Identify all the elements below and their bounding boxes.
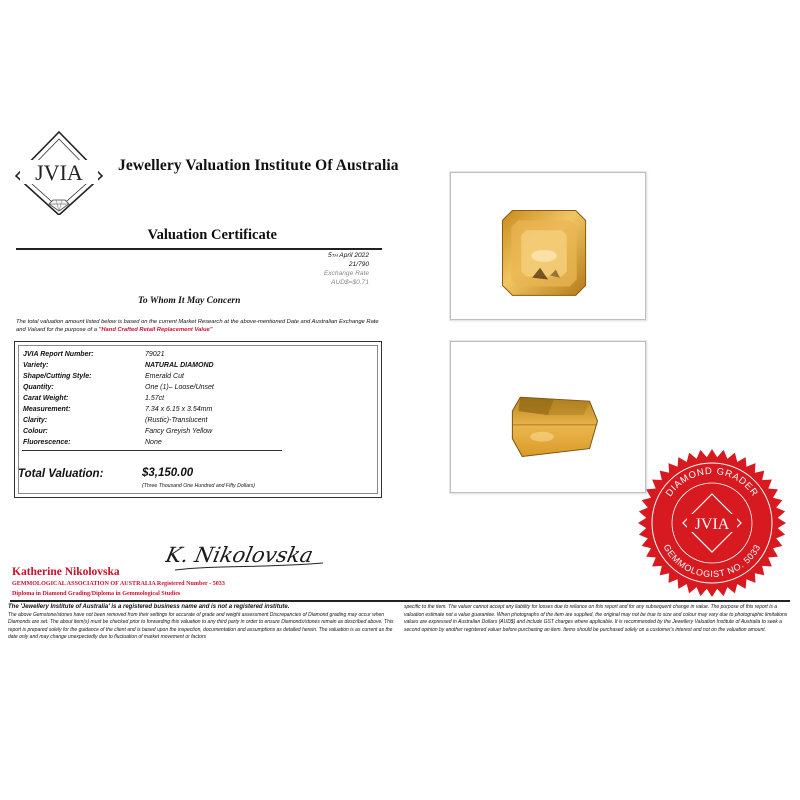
detail-value: None	[145, 439, 162, 446]
disclaimer-right: specific to the item. The valuer cannot accept any liability for losses due to reliance on this report and for any subsequent change in value. The purpose of this report is a valuation estimate not a value guarantee. When photographs of the item are supplied, the original may not be true to size and colour may vary due to photographic limitations values are expressed in Australian Dollars (AUD$) and include GST charges where applicable. It is recommended by the Jewellery Valuation Institute of Australia to seek a second opinion by another registered valuer before purchasing an item. Items should be purchased solely on a customer's interest and not on the valuation amount.	[404, 604, 788, 633]
certificate-title-block	[16, 225, 382, 250]
gem-photo-top	[450, 172, 646, 320]
salutation: To Whom It May Concern	[138, 296, 241, 306]
svg-text:K. Nikolovska: K. Nikolovska	[165, 543, 316, 568]
detail-row	[22, 415, 374, 426]
detail-label: JVIA Report Number:	[23, 351, 94, 358]
valuer-name: Katherine Nikolovska	[12, 566, 120, 578]
details-table	[14, 341, 382, 498]
detail-row	[22, 360, 374, 371]
detail-row	[22, 437, 374, 448]
detail-value: Emerald Cut	[145, 373, 184, 380]
detail-label: Shape/Cutting Style:	[23, 373, 92, 380]
detail-label: Variety:	[23, 362, 49, 369]
logo-text: JVIA	[35, 160, 83, 185]
jvia-logo	[14, 130, 104, 215]
exchange-rate: AUD$=$0.71	[331, 279, 369, 286]
total-valuation-label: Total Valuation:	[18, 468, 104, 480]
total-valuation-value: $3,150.00	[142, 467, 194, 479]
detail-row	[22, 349, 374, 360]
detail-label: Measurement:	[23, 406, 71, 413]
svg-text:DIAMOND GRADER: DIAMOND GRADER	[663, 465, 761, 499]
diamond-grader-seal	[637, 448, 787, 598]
detail-row	[22, 404, 374, 415]
detail-value: NATURAL DIAMOND	[145, 362, 214, 369]
certificate-title: Valuation Certificate	[147, 227, 277, 243]
detail-value: 1.57ct	[145, 395, 165, 402]
exchange-rate-label: Exchange Rate	[323, 270, 369, 277]
title-rule	[16, 248, 382, 250]
detail-value: One (1)– Loose/Unset	[145, 384, 214, 391]
gem-photo-bottom	[450, 341, 646, 493]
detail-value: (Rustic)-Translucent	[145, 417, 208, 424]
signature-rule	[10, 600, 790, 602]
detail-value: Fancy Greyish Yellow	[145, 428, 213, 435]
intro-highlight: "Hand Crafted Retail Replacement Value"	[98, 327, 213, 333]
certificate-meta	[324, 251, 369, 287]
disclaimer-lead: The 'Jewellery Institute of Australia' is a registered business name and is not a registered institute.	[8, 604, 290, 610]
detail-row	[22, 371, 374, 382]
detail-label: Clarity:	[23, 417, 48, 424]
disclaimer-left	[8, 604, 395, 642]
detail-row	[22, 393, 374, 404]
detail-value: 7.34 x 6.15 x 3.54mm	[145, 406, 213, 413]
total-divider	[22, 450, 282, 451]
detail-row	[22, 382, 374, 393]
organization-name: Jewellery Valuation Institute Of Australia	[118, 157, 399, 174]
diploma-line: Diploma in Diamond Grading/Diploma in Gemmological Studies	[12, 591, 181, 597]
association-line: GEMMOLOGICAL ASSOCIATION OF AUSTRALIA Registered Number - 5033	[12, 581, 225, 587]
certificate-reference: 21/790	[348, 261, 369, 268]
detail-label: Colour:	[23, 428, 48, 435]
detail-label: Quantity:	[23, 384, 54, 391]
detail-value: 79021	[145, 351, 165, 358]
valuer-signature	[165, 532, 340, 582]
detail-label: Carat Weight:	[23, 395, 69, 402]
intro-text: The total valuation amount listed below is based on the current Market Research at the above-mentioned Date and Australian Exchange Rate and Valued for the purpose of a "Hand Crafted Retail Replacement Value"	[16, 319, 379, 333]
disclaimer-left-text: The above Gemstone/stones have not been removed from their settings for accurate of grade and weight assessment Discrepancies of Diamond grading may occur when Diamonds are set. The about item(s) must be checked prior to forwarding this valuation to any third party in order to ensure Diamonds/stones remain as described above. This report is prepared solely for the guidance of the client and is based upon the inspection, documentation and assumptions as detailed herein. The valuation is as current as the date only and may change unexpectedly due to fluctuation of market movement or factors	[8, 611, 394, 641]
total-valuation-words: (Three Thousand One Hundred and Fifty Dollars)	[142, 483, 256, 489]
certificate-date: 5TH April 2022	[328, 252, 369, 259]
detail-label: Fluorescence:	[23, 439, 71, 446]
detail-row	[22, 426, 374, 437]
svg-text:GEMMOLOGIST NO. 5033: GEMMOLOGIST NO. 5033	[661, 542, 763, 580]
svg-text:JVIA: JVIA	[694, 516, 730, 533]
